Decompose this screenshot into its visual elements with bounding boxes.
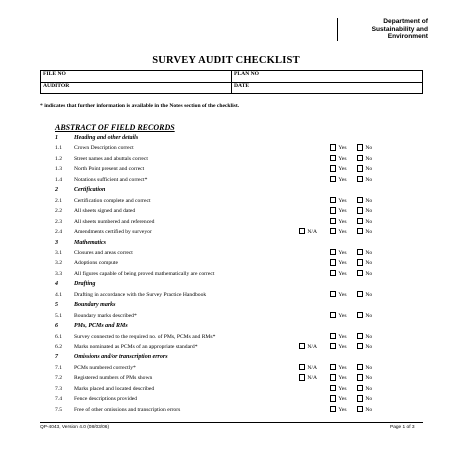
option-no-label: No <box>365 333 373 340</box>
item-number: 3.3 <box>55 270 62 277</box>
checkbox-icon[interactable] <box>330 165 336 171</box>
option-no-label: No <box>365 155 373 162</box>
option-yes-label: Yes <box>338 249 347 256</box>
section-title: Mathematics <box>74 239 107 246</box>
checkbox-icon[interactable] <box>299 228 305 234</box>
checkbox-icon[interactable] <box>357 155 363 161</box>
checkbox-icon[interactable] <box>330 228 336 234</box>
section-heading <box>40 300 423 310</box>
checkbox-icon[interactable] <box>357 364 363 370</box>
item-text: Crown Description correct <box>74 145 134 152</box>
option-yes-label: Yes <box>338 396 347 403</box>
section-title: Certification <box>74 187 106 194</box>
checkbox-icon[interactable] <box>357 374 363 380</box>
option-no-label: No <box>365 260 373 267</box>
option-no[interactable] <box>357 248 372 258</box>
checkbox-icon[interactable] <box>357 249 363 255</box>
option-yes-label: Yes <box>338 208 347 215</box>
option-no-label: No <box>365 166 373 173</box>
checkbox-icon[interactable] <box>357 197 363 203</box>
item-text: Registered numbers of PMs shown <box>74 375 153 382</box>
section-number: 5 <box>55 302 58 309</box>
checklist-item-row <box>40 342 423 352</box>
option-yes-label: Yes <box>338 229 347 236</box>
option-no[interactable] <box>357 363 372 373</box>
checkbox-icon[interactable] <box>357 406 363 412</box>
option-yes-label: Yes <box>338 145 347 152</box>
item-number: 7.3 <box>55 385 62 392</box>
checkbox-icon[interactable] <box>330 291 336 297</box>
checklist-item-row <box>40 248 423 258</box>
checkbox-icon[interactable] <box>357 343 363 349</box>
option-na-label: N/A <box>307 375 318 382</box>
date-field[interactable]: DATE <box>232 82 423 94</box>
option-no[interactable] <box>357 405 372 415</box>
checkbox-icon[interactable] <box>330 406 336 412</box>
checkbox-icon[interactable] <box>357 228 363 234</box>
option-no-label: No <box>365 176 373 183</box>
item-text: North Point present and correct <box>74 166 145 173</box>
section-number: 6 <box>55 323 58 330</box>
section-number: 4 <box>55 281 58 288</box>
option-na[interactable] <box>299 373 317 383</box>
option-no-label: No <box>365 229 373 236</box>
item-number: 2.2 <box>55 208 62 215</box>
checkbox-icon[interactable] <box>357 176 363 182</box>
checkbox-icon[interactable] <box>330 155 336 161</box>
option-yes[interactable] <box>330 143 347 153</box>
option-yes-label: Yes <box>338 176 347 183</box>
item-text: Marks nominated as PCMs of an appropriate standard* <box>74 344 198 350</box>
checklist-item-row <box>40 227 423 237</box>
option-no[interactable] <box>357 154 372 164</box>
checkbox-icon[interactable] <box>330 207 336 213</box>
option-no[interactable] <box>357 258 372 268</box>
item-number: 3.1 <box>55 249 62 256</box>
checkbox-icon[interactable] <box>330 144 336 150</box>
checkbox-icon[interactable] <box>357 395 363 401</box>
item-text: Notations sufficient and correct* <box>74 176 148 183</box>
footer-divider <box>40 422 423 423</box>
section-number: 3 <box>55 239 58 246</box>
checkbox-icon[interactable] <box>357 312 363 318</box>
footer-page-number: Page 1 of 3 <box>390 425 415 430</box>
item-text: Survey connected to the required no. of PMs, PCMs and RMs* <box>74 333 216 340</box>
file-no-field[interactable]: FILE NO <box>41 71 232 83</box>
option-na-label: N/A <box>307 229 318 236</box>
option-no-label: No <box>365 344 373 350</box>
section-title: Boundary marks <box>74 302 116 309</box>
item-number: 7.1 <box>55 364 62 371</box>
option-no[interactable] <box>357 332 372 342</box>
option-no[interactable] <box>357 311 372 321</box>
option-no[interactable] <box>357 164 372 174</box>
checkbox-icon[interactable] <box>357 144 363 150</box>
option-yes-label: Yes <box>338 155 347 162</box>
section-title: Heading and other details <box>74 135 139 141</box>
option-yes[interactable] <box>330 373 347 383</box>
section-heading <box>40 321 423 331</box>
checkbox-icon[interactable] <box>357 270 363 276</box>
item-text: Fence descriptions provided <box>74 396 138 403</box>
option-yes-label: Yes <box>338 197 347 204</box>
checkbox-icon[interactable] <box>330 312 336 318</box>
option-no[interactable] <box>357 373 372 383</box>
option-na-label: N/A <box>307 344 318 350</box>
option-yes-label: Yes <box>338 333 347 340</box>
option-yes[interactable] <box>330 258 347 268</box>
item-text: Boundary marks described* <box>74 312 137 319</box>
checklist-item-row <box>40 154 423 164</box>
option-no-label: No <box>365 385 373 392</box>
department-logo-text <box>337 18 428 41</box>
option-yes-label: Yes <box>338 364 347 371</box>
option-yes[interactable] <box>330 311 347 321</box>
dept-line-2: Sustainability and <box>371 25 428 33</box>
option-no-label: No <box>365 197 373 204</box>
checkbox-icon[interactable] <box>330 270 336 276</box>
option-na[interactable] <box>299 363 317 373</box>
checkbox-icon[interactable] <box>330 333 336 339</box>
option-yes[interactable] <box>330 164 347 174</box>
checklist-item-row <box>40 269 423 279</box>
footer-version: QP-4043, Version 4.0 (08/03/06) <box>40 425 110 430</box>
option-yes[interactable] <box>330 384 347 394</box>
option-no-label: No <box>365 312 373 319</box>
checkbox-icon[interactable] <box>330 374 336 380</box>
option-na[interactable] <box>299 342 317 352</box>
checkbox-icon[interactable] <box>357 218 363 224</box>
option-no-label: No <box>365 218 373 225</box>
item-text: PCMs numbered correctly* <box>74 364 136 371</box>
checklist-item-row <box>40 143 423 153</box>
option-no-label: No <box>365 208 373 215</box>
item-number: 4.1 <box>55 291 62 298</box>
checkbox-icon[interactable] <box>330 249 336 255</box>
item-text: All sheets signed and dated <box>74 208 136 215</box>
dept-line-3: Environment <box>387 33 428 41</box>
page-title: SURVEY AUDIT CHECKLIST <box>152 55 300 66</box>
item-number: 3.2 <box>55 260 62 267</box>
option-no[interactable] <box>357 227 372 237</box>
section-title: PMs, PCMs and RMs <box>74 323 128 330</box>
option-no[interactable] <box>357 342 372 352</box>
checkbox-icon[interactable] <box>357 291 363 297</box>
option-yes[interactable] <box>330 269 347 279</box>
checklist-item-row <box>40 394 423 404</box>
option-no-label: No <box>365 406 373 413</box>
option-no-label: No <box>365 396 373 403</box>
section-number: 7 <box>55 354 58 361</box>
checkbox-icon[interactable] <box>357 333 363 339</box>
section-number: 2 <box>55 187 58 194</box>
abstract-heading: ABSTRACT OF FIELD RECORDS <box>55 123 175 132</box>
option-no-label: No <box>365 364 373 371</box>
option-yes-label: Yes <box>338 406 347 413</box>
checklist-item-row <box>40 384 423 394</box>
item-text: Amendments certified by surveyor <box>74 229 152 236</box>
section-heading <box>40 238 423 248</box>
checklist-item-row <box>40 373 423 383</box>
option-yes[interactable] <box>330 394 347 404</box>
option-yes-label: Yes <box>338 270 347 277</box>
item-number: 5.1 <box>55 312 62 319</box>
item-number: 1.2 <box>55 155 62 162</box>
checklist-item-row <box>40 405 423 415</box>
option-yes-label: Yes <box>338 291 347 298</box>
option-no[interactable] <box>357 143 372 153</box>
notes-indicator: * indicates that further information is available in the Notes section of the checklist. <box>40 103 240 109</box>
checkbox-icon[interactable] <box>330 218 336 224</box>
option-no[interactable] <box>357 384 372 394</box>
checklist-item-row <box>40 164 423 174</box>
auditor-field[interactable]: AUDITOR <box>41 82 232 94</box>
item-number: 2.4 <box>55 229 62 236</box>
option-yes[interactable] <box>330 206 347 216</box>
checkbox-icon[interactable] <box>330 197 336 203</box>
item-number: 7.2 <box>55 375 62 382</box>
item-text: Street names and abuttals correct <box>74 155 148 162</box>
item-number: 1.4 <box>55 176 62 183</box>
option-yes[interactable] <box>330 175 347 185</box>
option-no-label: No <box>365 145 373 152</box>
option-no[interactable] <box>357 290 372 300</box>
checklist-item-row <box>40 311 423 321</box>
item-text: Closures and areas correct <box>74 249 133 256</box>
item-text: Marks placed and located described <box>74 385 155 392</box>
option-yes-label: Yes <box>338 344 347 350</box>
item-text: Drafting in accordance with the Survey Practice Handbook <box>74 291 207 298</box>
option-yes[interactable] <box>330 290 347 300</box>
option-yes-label: Yes <box>338 312 347 319</box>
option-no[interactable] <box>357 206 372 216</box>
option-yes[interactable] <box>330 248 347 258</box>
section-number: 1 <box>55 135 58 141</box>
checkbox-icon[interactable] <box>330 343 336 349</box>
option-yes-label: Yes <box>338 166 347 173</box>
option-yes-label: Yes <box>338 375 347 382</box>
item-text: All sheets numbered and referenced <box>74 218 155 225</box>
option-yes[interactable] <box>330 227 347 237</box>
option-na-label: N/A <box>307 364 318 371</box>
plan-no-field[interactable]: PLAN NO <box>232 71 423 83</box>
section-heading <box>40 185 423 195</box>
item-number: 7.5 <box>55 406 62 413</box>
checkbox-icon[interactable] <box>330 364 336 370</box>
checklist-item-row <box>40 258 423 268</box>
section-heading <box>40 133 423 143</box>
checkbox-icon[interactable] <box>357 385 363 391</box>
item-text: Adoptions compute <box>74 260 118 267</box>
option-no[interactable] <box>357 217 372 227</box>
checkbox-icon[interactable] <box>330 395 336 401</box>
option-no-label: No <box>365 375 373 382</box>
option-no[interactable] <box>357 394 372 404</box>
option-yes-label: Yes <box>338 260 347 267</box>
checkbox-icon[interactable] <box>330 259 336 265</box>
option-yes[interactable] <box>330 332 347 342</box>
option-na[interactable] <box>299 227 317 237</box>
checkbox-icon[interactable] <box>357 259 363 265</box>
checkbox-icon[interactable] <box>299 364 305 370</box>
checklist-item-row <box>40 332 423 342</box>
checklist-item-row <box>40 217 423 227</box>
checklist-item-row <box>40 175 423 185</box>
checkbox-icon[interactable] <box>330 176 336 182</box>
section-title: Omissions and/or transcription errors <box>74 354 168 361</box>
option-yes[interactable] <box>330 342 347 352</box>
item-number: 7.4 <box>55 396 62 403</box>
item-text: All figures capable of being proved mathematically are correct <box>74 270 215 277</box>
checkbox-icon[interactable] <box>357 165 363 171</box>
item-number: 1.1 <box>55 145 62 152</box>
option-yes-label: Yes <box>338 385 347 392</box>
checklist-item-row <box>40 196 423 206</box>
option-yes[interactable] <box>330 363 347 373</box>
item-number: 2.3 <box>55 218 62 225</box>
checkbox-icon[interactable] <box>330 385 336 391</box>
checklist-item-row <box>40 363 423 373</box>
option-no[interactable] <box>357 269 372 279</box>
checkbox-icon[interactable] <box>299 343 305 349</box>
dept-line-1: Department of <box>383 18 428 25</box>
checkbox-icon[interactable] <box>357 207 363 213</box>
option-no-label: No <box>365 270 373 277</box>
section-heading <box>40 279 423 289</box>
option-yes-label: Yes <box>338 218 347 225</box>
section-heading <box>40 352 423 362</box>
item-number: 2.1 <box>55 197 62 204</box>
section-title: Drafting <box>74 281 96 288</box>
item-number: 1.3 <box>55 166 62 173</box>
item-number: 6.2 <box>55 344 62 350</box>
checklist-item-row <box>40 290 423 300</box>
option-yes[interactable] <box>330 196 347 206</box>
option-yes[interactable] <box>330 154 347 164</box>
option-yes[interactable] <box>330 217 347 227</box>
item-number: 6.1 <box>55 333 62 340</box>
file-info-table <box>40 70 423 94</box>
option-no-label: No <box>365 249 373 256</box>
option-yes[interactable] <box>330 405 347 415</box>
option-no[interactable] <box>357 196 372 206</box>
item-text: Free of other omissions and transcription errors <box>74 406 181 413</box>
checkbox-icon[interactable] <box>299 374 305 380</box>
item-text: Certification complete and correct <box>74 197 151 204</box>
checklist-item-row <box>40 206 423 216</box>
option-no-label: No <box>365 291 373 298</box>
option-no[interactable] <box>357 175 372 185</box>
